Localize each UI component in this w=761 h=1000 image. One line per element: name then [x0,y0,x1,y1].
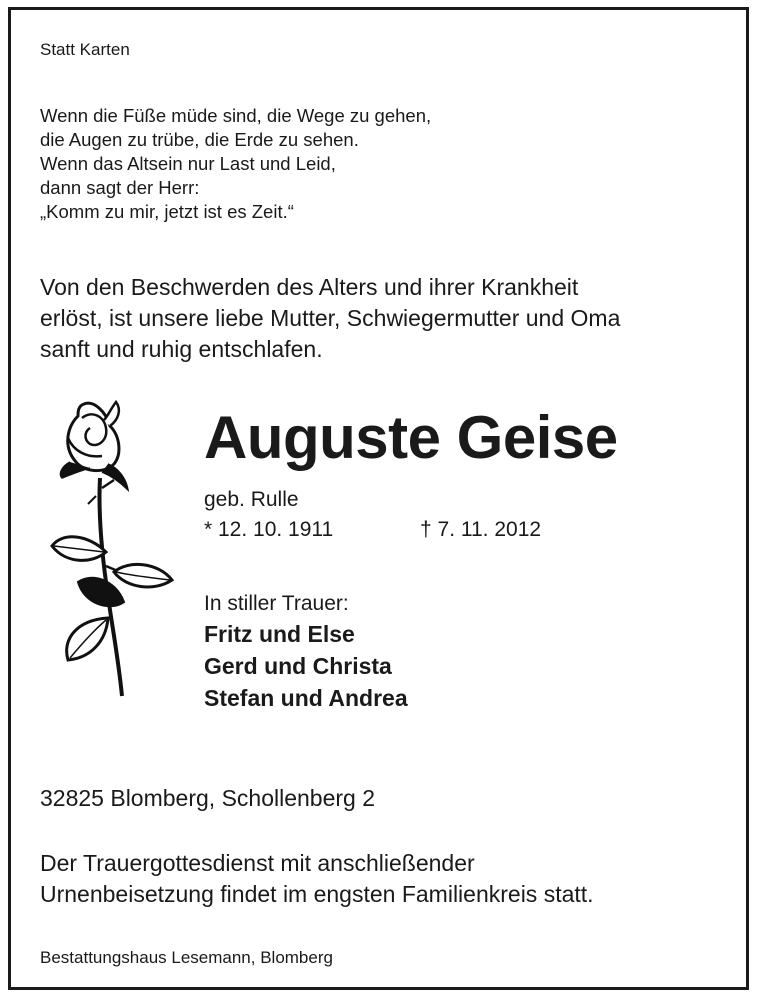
service-line: Der Trauergottesdienst mit anschließender [40,850,475,876]
service-line: Urnenbeisetzung findet im engsten Familienkreis statt. [40,881,594,907]
poem-line: „Komm zu mir, jetzt ist es Zeit.“ [40,201,294,222]
funeral-home: Bestattungshaus Lesemann, Blomberg [40,948,333,967]
announcement-line: erlöst, ist unsere liebe Mutter, Schwiegermutter und Oma [40,305,621,331]
mourner-name: Stefan und Andrea [204,685,408,711]
mourners-intro: In stiller Trauer: [204,592,349,615]
poem [40,104,431,224]
poem-line: die Augen zu trübe, die Erde zu sehen. [40,129,359,150]
rose-icon [48,396,176,700]
poem-line: dann sagt der Herr: [40,177,200,198]
maiden-name: geb. Rulle [204,488,299,511]
poem-line: Wenn das Altsein nur Last und Leid, [40,153,336,174]
address: 32825 Blomberg, Schollenberg 2 [40,785,376,811]
service-notice [40,848,594,910]
mourner-name: Fritz und Else [204,621,355,647]
statt-karten-label: Statt Karten [40,40,130,59]
birth-date: * 12. 10. 1911 [204,518,334,541]
deceased-name: Auguste Geise [204,404,618,471]
announcement-line: Von den Beschwerden des Alters und ihrer Krankheit [40,274,579,300]
announcement-line: sanft und ruhig entschlafen. [40,336,323,362]
mourners-list [204,618,408,714]
announcement [40,272,620,365]
death-date: † 7. 11. 2012 [420,518,542,541]
poem-line: Wenn die Füße müde sind, die Wege zu gehen, [40,105,432,126]
mourner-name: Gerd und Christa [204,653,392,679]
